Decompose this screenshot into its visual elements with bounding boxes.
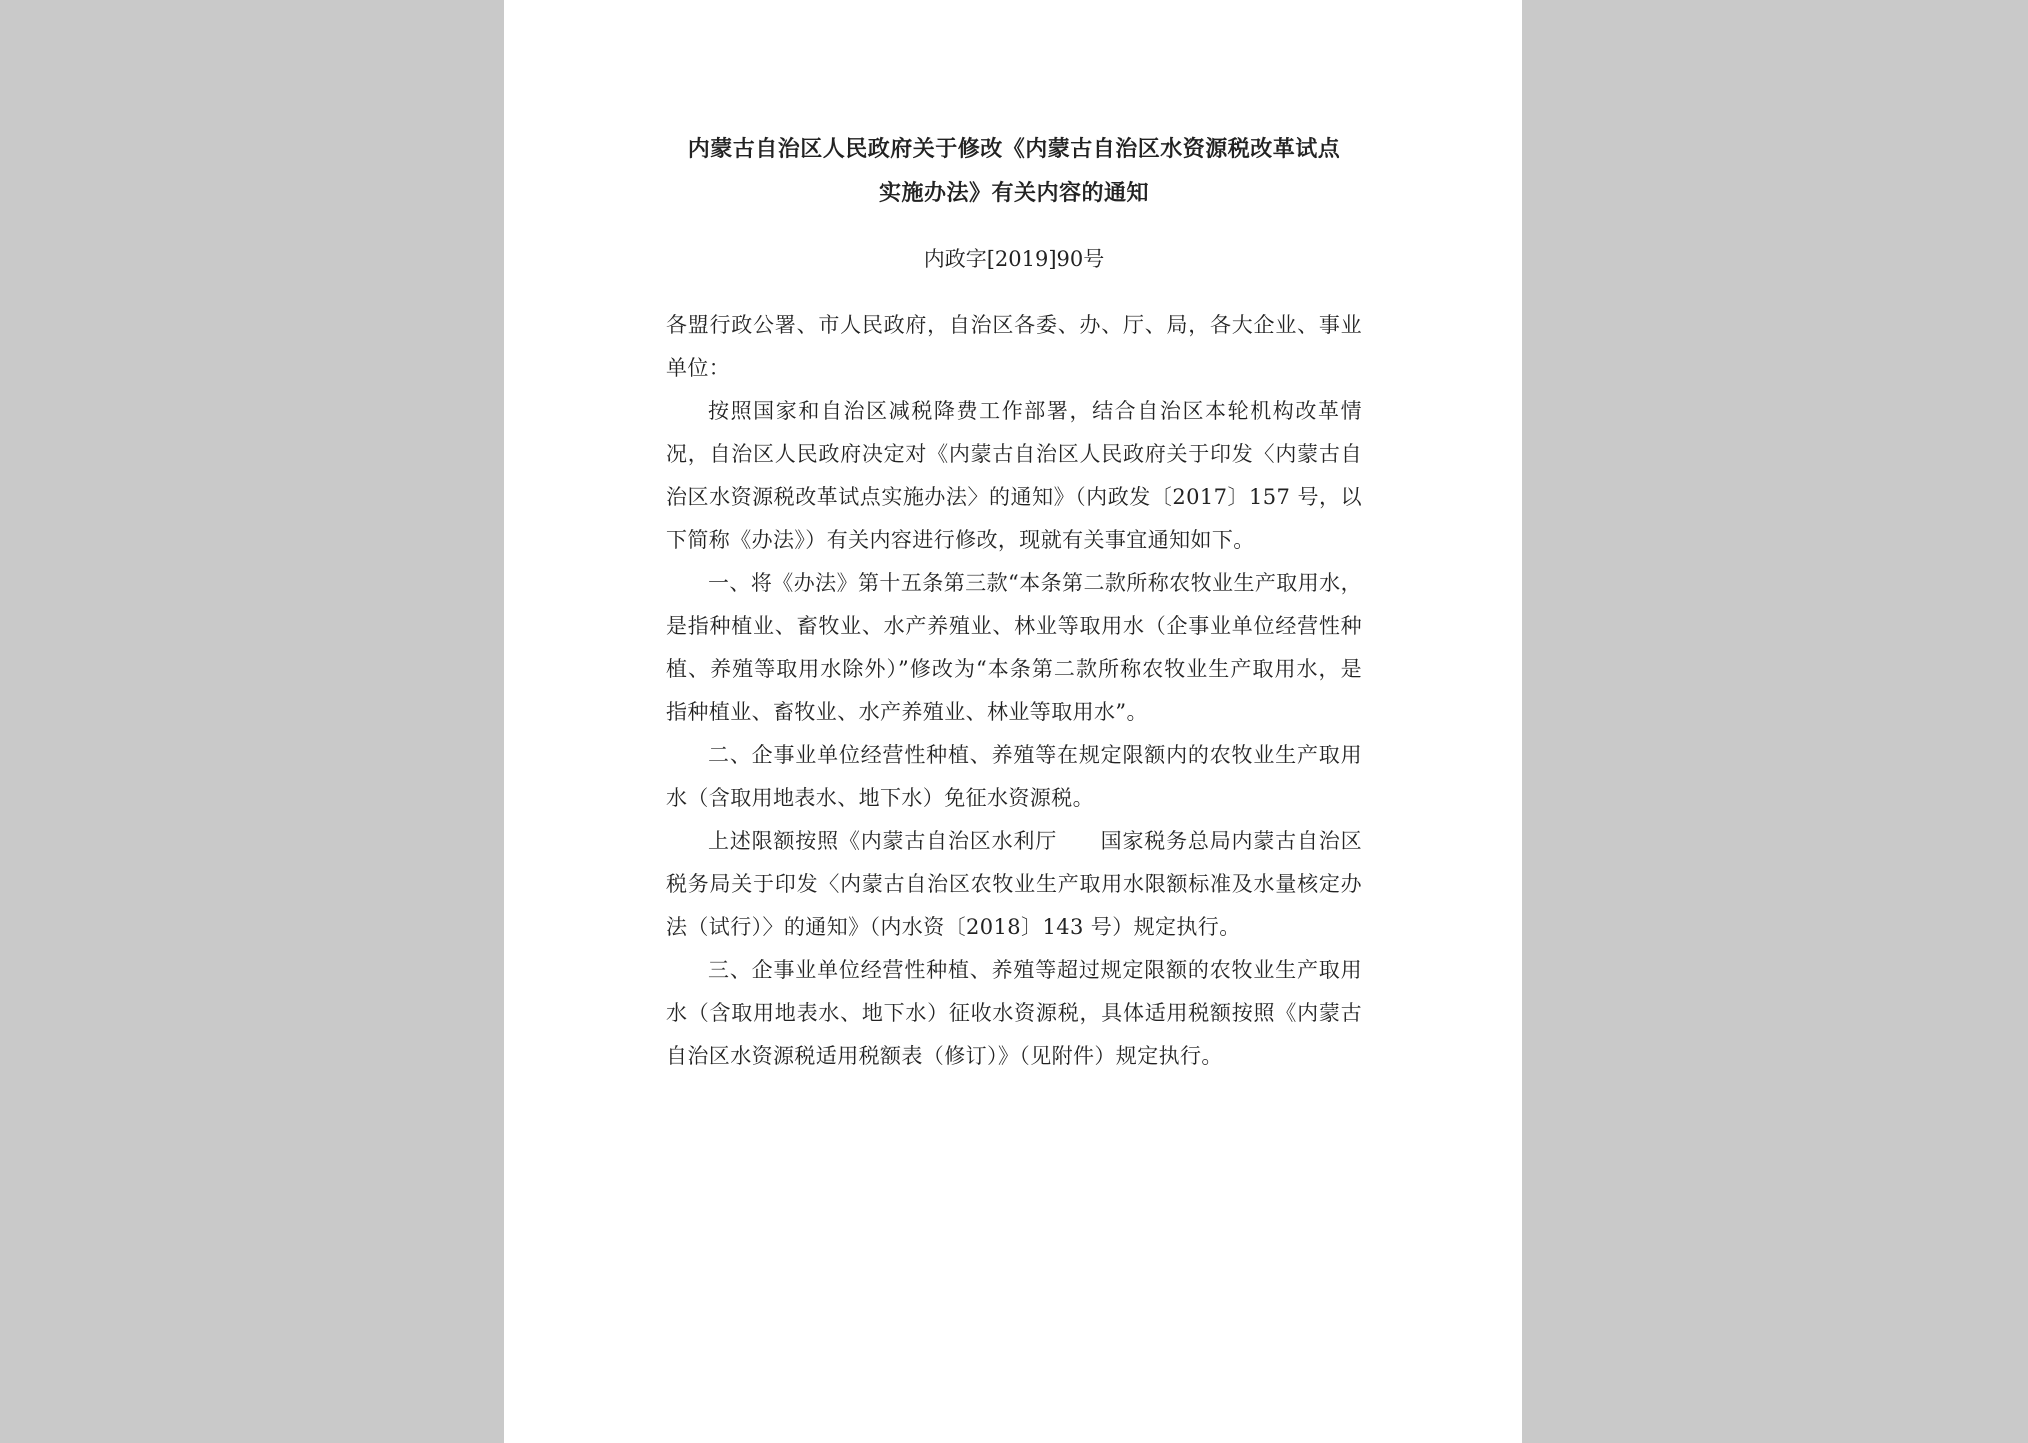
paragraph-item-2: 二、企事业单位经营性种植、养殖等在规定限额内的农牧业生产取用水（含取用地表水、地下水）免征水资源税。	[666, 743, 1362, 810]
salutation: 各盟行政公署、市人民政府，自治区各委、办、厅、局，各大企业、事业单位：	[666, 313, 1362, 380]
document-title-line-2: 实施办法》有关内容的通知	[878, 181, 1149, 206]
document-number: 内政字[2019]90号	[923, 247, 1105, 271]
document-page	[504, 0, 1522, 1443]
paragraph-intro: 按照国家和自治区减税降费工作部署，结合自治区本轮机构改革情况，自治区人民政府决定对《内蒙古自治区人民政府关于印发〈内蒙古自治区水资源税改革试点实施办法〉的通知》（内政发〔2017〕157 号，以下简称《办法》）有关内容进行修改，现就有关事宜通知如下。	[666, 399, 1362, 552]
document-title	[666, 128, 1362, 216]
paragraph-item-3: 三、企事业单位经营性种植、养殖等超过规定限额的农牧业生产取用水（含取用地表水、地下水）征收水资源税，具体适用税额按照《内蒙古自治区水资源税适用税额表（修订）》（见附件）规定执行。	[666, 958, 1362, 1068]
paragraph-limit-note: 上述限额按照《内蒙古自治区水利厅 国家税务总局内蒙古自治区税务局关于印发〈内蒙古自治区农牧业生产取用水限额标准及水量核定办法（试行）〉的通知》（内水资〔2018〕143 号）规定执行。	[666, 829, 1362, 939]
document-title-line-1: 内蒙古自治区人民政府关于修改《内蒙古自治区水资源税改革试点	[687, 137, 1341, 162]
paragraph-item-1: 一、将《办法》第十五条第三款“本条第二款所称农牧业生产取用水，是指种植业、畜牧业、水产养殖业、林业等取用水（企事业单位经营性种植、养殖等取用水除外）”修改为“本条第二款所称农牧业生产取用水，是指种植业、畜牧业、水产养殖业、林业等取用水”。	[666, 571, 1362, 724]
